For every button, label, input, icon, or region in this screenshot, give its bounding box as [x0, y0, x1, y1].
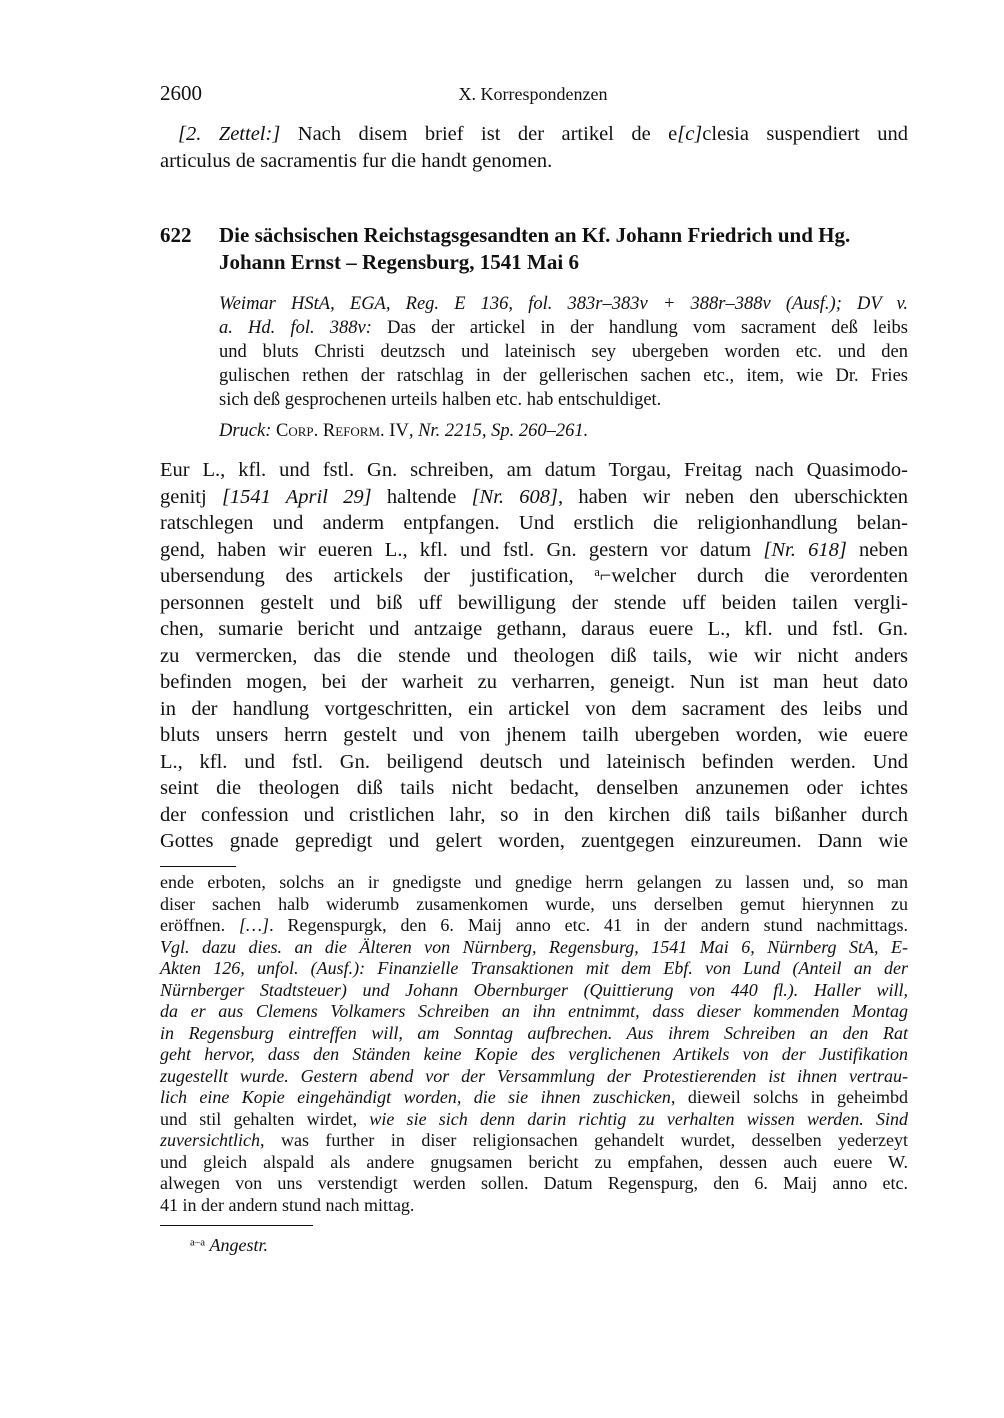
- text-run: in der handlung vortgeschritten, ein artickel von dem sacrament des leibs und: [160, 697, 908, 720]
- italic-run: zugestellt wurde. Gestern abend vor der Versammlung der Protestierenden ist ihnen vertrau-: [160, 1065, 908, 1086]
- italic-run: […]: [239, 915, 270, 935]
- running-head: X. Korrespondenzen: [458, 84, 608, 104]
- text-line: [160, 590, 908, 617]
- text-line: [160, 1173, 908, 1195]
- text-line: [160, 537, 908, 564]
- text-run: seint die theologen diß tails nicht bedacht, denselben anzunemen oder ichtes: [160, 777, 908, 799]
- print-reference: [219, 419, 588, 443]
- text-run: ende erboten, solchs an ir gnedigste und gnedige herrn gelangen zu lassen und, so man: [160, 872, 908, 892]
- text-run: diser sachen halb widerumb zusamenkomen wurde, uns derselben gemut hierynnen zu: [160, 893, 908, 914]
- italic-run: Weimar HStA, EGA, Reg. E 136, fol. 383r–383v + 388r–388v (Ausf.); DV v.: [219, 294, 908, 314]
- text-run: Eur L., kfl. und fstl. Gn. schreiben, am datum Torgau, Freitag nach Quasimodo-: [160, 459, 908, 481]
- footnote-continuation: [160, 872, 908, 1216]
- text-line: [160, 510, 908, 537]
- text-line: [160, 696, 908, 723]
- text-line: [160, 872, 908, 894]
- text-line: [160, 828, 908, 855]
- apparatus-text: Angestr.: [209, 1235, 268, 1255]
- italic-run: [1541 April 29]: [221, 485, 372, 508]
- text-run: ratschlegen und anderm entpfangen. Und erstlich die religionhandlung belan-: [160, 512, 908, 534]
- text-run: ubersendung des artickels der justification,: [160, 565, 595, 587]
- italic-run: a. Hd. fol. 388v:: [219, 318, 372, 338]
- footnote-divider: [160, 866, 236, 867]
- text-line: [160, 802, 908, 829]
- letter-body: [160, 457, 908, 855]
- text-line: [160, 148, 908, 175]
- text-run: ⌐welcher durch die verordenten: [599, 565, 908, 587]
- text-line: [160, 915, 908, 937]
- text-line: [160, 616, 908, 643]
- italic-run: da er aus Clemens Volkamers Schreiben an ihn entnimmt, dass dieser kommenden Montag: [160, 1001, 908, 1021]
- text-run: der confession und cristlichen lahr, so in den kirchen diß tails bißanher durch: [160, 803, 908, 826]
- text-line: [219, 316, 908, 340]
- text-line: [160, 937, 908, 959]
- text-line: [160, 121, 908, 148]
- text-line: [160, 1066, 908, 1088]
- text-line: [219, 419, 588, 443]
- italic-run: Druck:: [219, 421, 272, 441]
- text-run: und gleich alspald als andere gnugsamen bericht zu empfahen, dessen auch euere W.: [160, 1151, 908, 1172]
- text-line: [160, 643, 908, 670]
- italic-run: Vgl. dazu dies. an die Älteren von Nürnberg, Regensburg, 1541 Mai 6, Nürnberg StA, E-: [160, 936, 908, 957]
- text-line: [160, 958, 908, 980]
- page-number: 2600: [160, 81, 202, 105]
- text-line: [160, 1023, 908, 1045]
- italic-run: , Nr. 2215, Sp. 260–261.: [408, 421, 589, 441]
- italic-run: in Regensburg eintreffen will, am Sonntag aufbrechen. Aus ihrem Schreiben an den Rat: [160, 1022, 908, 1043]
- italic-run: [Nr. 618]: [763, 538, 847, 561]
- text-run: L., kfl. und fstl. Gn. beiligend deutsch und lateinisch befinden werden. Und: [160, 750, 908, 773]
- text-run: . Regenspurgk, den 6. Maij anno etc. 41 in der andern stund nachmittags.: [269, 915, 908, 935]
- text-line: [160, 980, 908, 1002]
- text-run: personnen gestelt und biß uff bewilligung der stende uff beiden tailen vergli-: [160, 591, 908, 614]
- text-line: [160, 722, 908, 749]
- text-line: [219, 222, 908, 249]
- text-run: , dieweil solchs in geheimbd: [670, 1087, 908, 1107]
- text-line: [219, 292, 908, 316]
- text-run: genitj: [160, 485, 222, 508]
- text-run: chen, sumarie bericht und antzaige gethann, daraus euere L., kfl. und fstl. Gn.: [160, 618, 908, 640]
- source-note: [219, 292, 908, 412]
- text-run: eröffnen.: [160, 915, 240, 935]
- text-run: neben: [846, 538, 908, 561]
- italic-run: zuversichtlich: [160, 1130, 260, 1150]
- text-run: bluts unsers herrn gestelt und von jhenem tailh ubergeben worden, wie euere: [160, 724, 908, 746]
- text-line: [160, 1001, 908, 1023]
- zettel-paragraph: [160, 121, 908, 175]
- italic-run: [2. Zettel:]: [178, 123, 281, 145]
- text-line: [219, 388, 908, 412]
- italic-run: wie sie sich denn darin richtig zu verhalten wissen werden. Sind: [369, 1108, 908, 1129]
- text-line: [160, 1044, 908, 1066]
- text-run: zu vermercken, das die stende und theologen diß tails, wie wir nicht anders: [160, 644, 908, 667]
- text-run: Johann Ernst – Regensburg, 1541 Mai 6: [219, 250, 579, 274]
- text-run: gulischen rethen der ratschlag in der gellerischen sachen etc., item, wie Dr. Fries: [219, 366, 908, 386]
- text-run: clesia suspendiert und: [702, 123, 908, 145]
- text-run: alwegen von uns verstendigt werden sollen. Datum Regenspurg, den 6. Maij anno etc.: [160, 1173, 908, 1193]
- italic-run: lich eine Kopie eingehändigt worden, die sie ihnen zuschicken: [160, 1087, 671, 1107]
- text-run: Das der artickel in der handlung vom sacrament deß leibs: [371, 318, 908, 338]
- text-line: [219, 340, 908, 364]
- text-run: Die sächsischen Reichstagsgesandten an Kf. Johann Friedrich und Hg.: [219, 223, 851, 247]
- text-line: [219, 249, 908, 276]
- text-run: Nach disem brief ist der artikel de e: [280, 123, 678, 145]
- italic-run: geht hervor, dass den Ständen keine Kopie des verglichenen Artikels von der Justifikation: [160, 1044, 908, 1064]
- apparatus-marker: a–a: [190, 1236, 205, 1249]
- text-line: [160, 563, 908, 590]
- text-line: [160, 669, 908, 696]
- text-run: befinden mogen, bei der warheit zu verharren, geneigt. Nun ist man heut dato: [160, 671, 908, 693]
- text-run: 41 in der andern stund nach mittag.: [160, 1194, 415, 1215]
- text-line: [160, 1195, 908, 1217]
- text-line: [160, 894, 908, 916]
- text-run: Gottes gnade gepredigt und gelert worden, zuentgegen einzureumen. Dann wie: [160, 830, 908, 852]
- apparatus-divider: [160, 1225, 313, 1226]
- italic-run: [Nr. 608]: [471, 485, 559, 508]
- apparatus-marker: a: [594, 564, 600, 579]
- text-line: [160, 1130, 908, 1152]
- text-run: und stil gehalten wirdet,: [160, 1108, 370, 1129]
- text-run: gend, haben wir eueren L., kfl. und fstl. Gn. gestern vor datum: [160, 538, 764, 561]
- text-line: [160, 775, 908, 802]
- italic-run: [c]: [677, 123, 703, 145]
- document-number: 622: [160, 223, 192, 247]
- apparatus-note: [190, 1233, 268, 1257]
- text-run: haltende: [371, 485, 472, 508]
- text-line: [160, 1087, 908, 1109]
- text-line: [160, 457, 908, 484]
- italic-run: Akten 126, unfol. (Ausf.): Finanzielle Transaktionen mit dem Ebf. von Lund (Anteil an der: [160, 958, 908, 978]
- text-line: [160, 1152, 908, 1174]
- text-line: [219, 364, 908, 388]
- italic-run: Nürnberger Stadtsteuer) und Johann Obernburger (Quittierung von 440 fl.). Haller will,: [160, 979, 908, 1000]
- text-line: [160, 749, 908, 776]
- text-run: articulus de sacramentis fur die handt genomen.: [160, 150, 553, 172]
- text-run: , was further in diser religionsachen gehandelt wurdet, desselben yederzeyt: [259, 1130, 908, 1150]
- document-heading: [219, 222, 908, 276]
- text-run: sich deß gesprochenen urteils halben etc. hab entschuldiget.: [219, 390, 662, 410]
- text-run: , haben wir neben den uberschickten: [558, 485, 908, 508]
- text-run: IV: [384, 421, 409, 441]
- text-line: [160, 484, 908, 511]
- text-line: [160, 1109, 908, 1131]
- text-run: und bluts Christi deutzsch und lateinisch sey ubergeben worden etc. und den: [219, 342, 908, 362]
- small-caps-run: Corp. Reform.: [276, 421, 385, 441]
